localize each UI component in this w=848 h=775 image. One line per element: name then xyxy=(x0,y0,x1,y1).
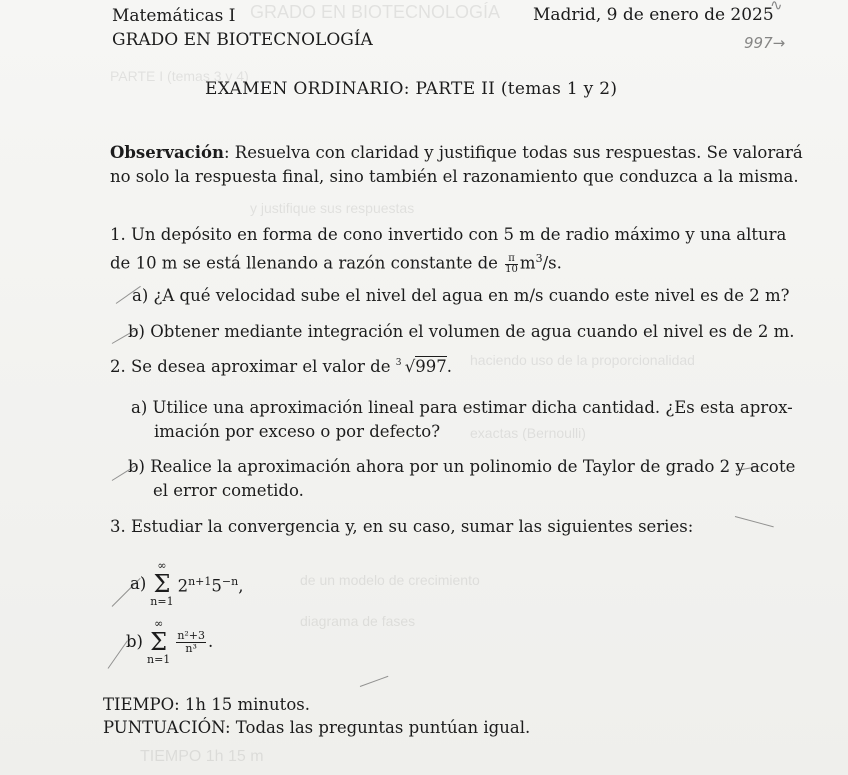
question-2b-line1: b) Realice la aproximación ahora por un polinomio de Taylor de grado 2 y acote xyxy=(128,457,796,476)
question-2b xyxy=(128,455,795,503)
cube-root-expression: 3 √997 xyxy=(396,357,447,376)
question-1a: a) ¿A qué velocidad sube el nivel del agua en m/s cuando este nivel es de 2 m? xyxy=(132,286,790,305)
series-a-term: $2^{n+1}5^{-n}$, xyxy=(177,574,244,596)
bleed-through-text: exactas (Bernoulli) xyxy=(470,425,586,441)
observation-label: Observación xyxy=(110,143,224,162)
bleed-through-text: PARTE I (temas 3 y 4) xyxy=(110,68,249,84)
exam-scoring: PUNTUACIÓN: Todas las preguntas puntúan igual. xyxy=(103,718,531,737)
series-b-denominator: n³ xyxy=(185,641,197,655)
course-header xyxy=(112,4,373,52)
bleed-through-text: de un modelo de crecimiento xyxy=(300,572,480,588)
exam-title: EXAMEN ORDINARIO: PARTE II (temas 1 y 2) xyxy=(205,79,618,99)
series-b-term xyxy=(176,630,206,655)
observation-line2: no solo la respuesta final, sino también el razonamiento que conduzca a la misma. xyxy=(110,167,799,186)
series-b-label: b) xyxy=(126,632,143,651)
unit-per-second: /s. xyxy=(542,253,562,273)
sum-upper-limit: ∞ xyxy=(157,559,167,572)
question-2a-line2: imación por exceso o por defecto? xyxy=(154,422,441,441)
root-value: 997 xyxy=(415,357,447,376)
series-b-numerator: n²+3 xyxy=(177,628,206,642)
handwritten-note: 997→ xyxy=(744,34,786,52)
question-1b: b) Obtener mediante integración el volumen de agua cuando el nivel es de 2 m. xyxy=(128,322,795,341)
pencil-stroke xyxy=(108,640,128,668)
observation-paragraph xyxy=(110,141,803,189)
series-a xyxy=(130,560,243,608)
question-3: 3. Estudiar la convergencia y, en su caso, sumar las siguientes series: xyxy=(110,517,694,536)
degree-name: GRADO EN BIOTECNOLOGÍA xyxy=(112,30,373,50)
sum-lower-limit: n=1 xyxy=(147,653,171,666)
question-2a xyxy=(131,396,793,444)
place-date: Madrid, 9 de enero de 2025 xyxy=(533,5,774,25)
question-2-period: . xyxy=(446,357,452,376)
series-b-period: . xyxy=(208,632,214,651)
question-2a-line1: a) Utilice una aproximación lineal para estimar dicha cantidad. ¿Es esta aprox- xyxy=(131,398,793,417)
pencil-stroke xyxy=(735,516,774,527)
question-1-line2 xyxy=(110,247,786,276)
course-name: Matemáticas I xyxy=(112,6,236,26)
series-a-label: a) xyxy=(130,574,147,593)
summation-symbol: ∞ Σ n=1 xyxy=(147,617,171,666)
pencil-stroke xyxy=(360,676,389,687)
unit-meter: m xyxy=(519,253,536,273)
bleed-through-text: y justifique sus respuestas xyxy=(250,200,415,216)
summation-symbol: ∞ Σ n=1 xyxy=(150,559,174,608)
bleed-through-text: diagrama de fases xyxy=(300,613,416,629)
question-1 xyxy=(110,223,786,276)
question-2b-line2: el error cometido. xyxy=(153,481,304,500)
handwritten-mark: ∿ xyxy=(770,0,783,14)
fraction-numerator: π xyxy=(505,254,518,265)
root-index: 3 xyxy=(395,358,402,368)
sum-lower-limit: n=1 xyxy=(150,595,174,608)
question-2 xyxy=(110,355,452,379)
question-2-text: 2. Se desea aproximar el valor de xyxy=(110,357,391,376)
exam-time: TIEMPO: 1h 15 minutos. xyxy=(103,695,310,714)
question-1-rate-text: de 10 m se está llenando a razón constante de xyxy=(110,253,498,273)
pi-over-ten-fraction xyxy=(505,254,518,275)
sum-upper-limit: ∞ xyxy=(154,617,164,630)
unit-exponent: 3 xyxy=(535,252,543,265)
bleed-through-text: haciendo uso de la proporcionalidad xyxy=(470,352,695,368)
series-b xyxy=(126,618,213,666)
bleed-through-text: GRADO EN BIOTECNOLOGÍA xyxy=(250,2,501,22)
bleed-through-text: TIEMPO 1h 15 m xyxy=(140,748,264,765)
fraction-denominator: 10 xyxy=(505,263,518,275)
observation-line1: : Resuelva con claridad y justifique todas sus respuestas. Se valorará xyxy=(224,143,803,162)
question-1-line1: 1. Un depósito en forma de cono invertido con 5 m de radio máximo y una altura xyxy=(110,225,787,244)
